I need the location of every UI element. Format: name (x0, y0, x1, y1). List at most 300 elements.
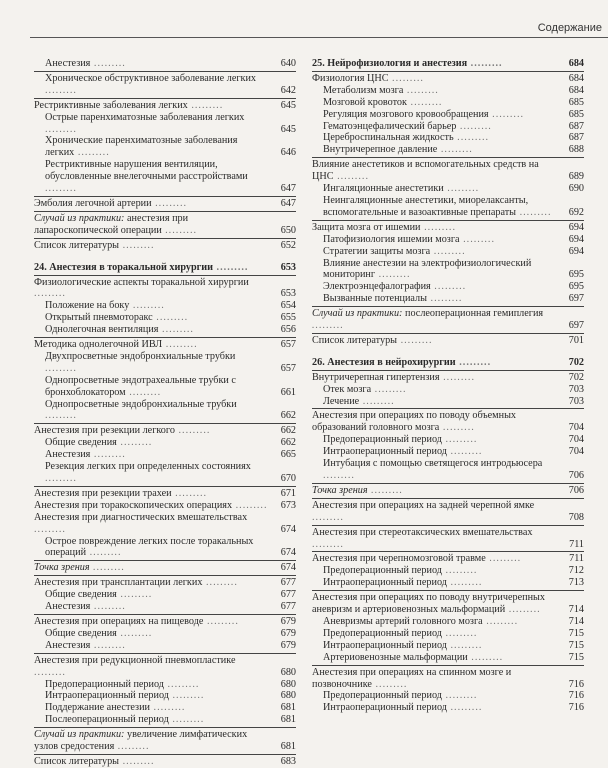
leader-dots: ......... (86, 547, 122, 559)
leader-dots: ......... (45, 183, 77, 195)
leader-dots: ......... (441, 434, 478, 446)
toc-entry-title: Анестезия при торакоскопических операциях ......... (34, 499, 268, 511)
toc-separator (34, 211, 296, 212)
toc-page-number: 689 (568, 171, 584, 183)
toc-entry[interactable] (312, 616, 584, 628)
toc-entry[interactable] (312, 565, 584, 577)
toc-page-number: 690 (568, 183, 584, 195)
toc-entry[interactable] (312, 159, 584, 183)
leader-dots: ......... (312, 538, 344, 550)
toc-entry-title: Список литературы ......... (312, 334, 433, 346)
toc-entry-title: Интраоперационный период ......... (323, 702, 483, 714)
toc-entry-title: Общие сведения ......... (45, 627, 153, 639)
toc-entry[interactable] (312, 258, 584, 282)
toc-page-number: 711 (569, 538, 584, 550)
leader-dots: ......... (129, 300, 165, 312)
toc-page-number: 695 (568, 269, 584, 281)
toc-entry[interactable] (34, 351, 296, 375)
leader-dots: ......... (114, 741, 150, 753)
toc-entry[interactable] (312, 293, 584, 305)
leader-dots: ......... (162, 339, 198, 351)
toc-entry[interactable] (312, 527, 584, 551)
leader-dots: ......... (446, 577, 483, 589)
toc-entry[interactable] (34, 312, 296, 324)
leader-dots: ......... (439, 371, 476, 383)
toc-entry[interactable] (34, 461, 296, 485)
toc-entry-title: Анестезия при операциях по поводу внутричерепных аневризм и артериовенозных мальформаций ......... (312, 592, 545, 616)
toc-entry-title: Физиологические аспекты торакальной хирургии ......... (34, 276, 249, 300)
leader-dots: ......... (430, 281, 467, 293)
toc-entry[interactable] (34, 213, 296, 237)
leader-dots: ......... (119, 755, 155, 767)
toc-page-number: 674 (280, 523, 296, 535)
leader-dots: ......... (34, 666, 66, 678)
toc-page-number: 677 (280, 589, 296, 601)
toc-page-number: 711 (569, 553, 584, 565)
leader-dots: ......... (116, 589, 153, 601)
toc-entry-title: Список литературы ......... (34, 755, 155, 767)
toc-page-number: 647 (280, 183, 296, 195)
toc-page-number: 657 (280, 362, 296, 374)
leader-dots: ......... (453, 132, 490, 144)
toc-page-number: 704 (568, 422, 584, 434)
toc-entry-title: Анестезия при редукционной пневмопластике ......... (34, 654, 236, 678)
toc-page-number: 697 (568, 293, 584, 305)
toc-entry-title: Метаболизм мозга ......... (323, 84, 439, 96)
toc-entry[interactable] (34, 135, 296, 159)
leader-dots: ......... (119, 239, 155, 251)
toc-entry[interactable] (34, 702, 296, 714)
toc-chapter-entry[interactable] (312, 357, 584, 369)
toc-entry[interactable] (312, 640, 584, 652)
leader-dots: ......... (312, 320, 344, 332)
leader-dots: ......... (437, 144, 473, 156)
toc-entry-title: Лечение ......... (323, 395, 395, 407)
toc-page-number: 671 (280, 487, 296, 499)
toc-entry[interactable] (34, 628, 296, 640)
leader-dots: ......... (426, 293, 463, 305)
toc-entry-title: Случай из практики: анестезия при лапароскопической операции ......... (34, 212, 198, 236)
toc-page-number: 712 (568, 565, 584, 577)
toc-entry[interactable] (34, 73, 296, 97)
toc-entry[interactable] (312, 109, 584, 121)
toc-separator (312, 220, 584, 221)
toc-separator (34, 575, 296, 576)
toc-entry-title: Поддержание анестезии ......... (45, 702, 186, 714)
toc-entry-title: Рестриктивные заболевания легких ......... (34, 99, 224, 111)
toc-page-number: 716 (568, 678, 584, 690)
toc-entry[interactable] (312, 396, 584, 408)
toc-entry[interactable] (34, 577, 296, 589)
toc-entry[interactable] (34, 536, 296, 560)
toc-entry[interactable] (312, 335, 584, 347)
toc-entry-title: Анестезия при резекции трахеи ......... (34, 487, 208, 499)
toc-entry[interactable] (312, 434, 584, 446)
toc-entry[interactable] (34, 589, 296, 601)
toc-entry[interactable] (312, 246, 584, 258)
toc-entry-title: Стратегии защиты мозга ......... (323, 245, 466, 257)
leader-dots: ......... (74, 147, 110, 159)
toc-spacer (34, 252, 296, 262)
leader-dots: ......... (232, 499, 268, 511)
toc-entry-title: Точка зрения ......... (34, 562, 126, 574)
leader-dots: ......... (333, 171, 369, 183)
toc-entry[interactable] (34, 601, 296, 613)
toc-entry-title: Гематоэнцефалический барьер ......... (323, 120, 492, 132)
toc-entry-title: Влияние анестезии на электрофизиологический мониторинг ......... (323, 257, 532, 281)
toc-entry[interactable] (34, 562, 296, 574)
toc-entry[interactable] (34, 58, 296, 70)
toc-entry[interactable] (312, 308, 584, 332)
toc-entry-title: Острые паренхиматозные заболевания легких ......... (45, 111, 245, 135)
toc-separator (34, 337, 296, 338)
toc-entry[interactable] (34, 449, 296, 461)
toc-page-number: 657 (280, 339, 296, 351)
leader-dots: ......... (467, 651, 504, 663)
toc-entry-title: Аневризмы артерий головного мозга ......... (323, 615, 519, 627)
toc-entry-title: Рестриктивные нарушения вентиляции, обусловленные внелегочными расстройствами ......... (45, 159, 248, 195)
toc-page-number: 680 (280, 666, 296, 678)
toc-page-number: 652 (280, 239, 296, 251)
toc-separator (312, 483, 584, 484)
leader-dots: ......... (443, 183, 480, 195)
toc-entry-title: Двухпросветные эндобронхиальные трубки ......... (45, 350, 236, 374)
leader-dots: ......... (152, 312, 189, 324)
leader-dots: ......... (161, 224, 198, 236)
leader-dots: ......... (125, 386, 162, 398)
toc-entry-title: Влияние анестетиков и вспомогательных средств на ЦНС ......... (312, 159, 539, 183)
toc-page-number: 684 (568, 84, 584, 96)
toc-entry[interactable] (312, 500, 584, 524)
toc-entry-title: Цереброспинальная жидкость ......... (323, 132, 490, 144)
toc-entry[interactable] (312, 446, 584, 458)
toc-entry[interactable] (312, 144, 584, 156)
toc-entry[interactable] (312, 132, 584, 144)
toc-page-number: 685 (568, 108, 584, 120)
toc-entry-title: Патофизиология ишемии мозга ......... (323, 233, 496, 245)
leader-dots: ......... (403, 84, 439, 96)
toc-entry[interactable] (312, 577, 584, 589)
toc-page-number: 679 (280, 639, 296, 651)
leader-dots: ......... (90, 58, 126, 69)
leader-dots: ......... (441, 690, 478, 702)
leader-dots: ......... (90, 601, 126, 613)
toc-entry-title: Анестезия при трансплантации легких ......... (34, 577, 238, 589)
toc-separator (312, 71, 584, 72)
toc-page-number: 692 (568, 206, 584, 218)
toc-entry-title: Анестезия при стереотаксических вмешательствах ......... (312, 526, 533, 550)
leader-dots: ......... (90, 639, 126, 651)
toc-page-number: 680 (280, 678, 296, 690)
toc-separator (312, 525, 584, 526)
toc-entry-title: Анестезия при операциях на задней черепной ямке ......... (312, 499, 535, 523)
toc-entry[interactable] (312, 183, 584, 195)
toc-chapter-entry[interactable] (34, 262, 296, 274)
toc-entry[interactable] (312, 410, 584, 434)
toc-entry[interactable] (312, 281, 584, 293)
toc-entry-title: Резекция легких при определенных состояниях ......... (45, 461, 251, 484)
toc-entry[interactable] (34, 399, 296, 423)
running-head-title: Содержание (537, 22, 602, 34)
toc-entry[interactable] (312, 485, 584, 497)
toc-page-number: 716 (568, 690, 584, 702)
leader-dots: ......... (430, 245, 466, 257)
toc-entry[interactable] (312, 702, 584, 714)
toc-chapter-entry[interactable] (312, 58, 584, 70)
toc-page-number: 681 (280, 741, 296, 753)
toc-page-number: 673 (280, 499, 296, 511)
toc-entry-title: Вызванные потенциалы ......... (323, 293, 463, 305)
toc-entry-title: Интраоперационный период ......... (323, 577, 483, 589)
toc-entry[interactable] (312, 458, 584, 482)
toc-entry-title: Хронические паренхиматозные заболевания легких ......... (45, 135, 238, 159)
leader-dots: ......... (323, 470, 355, 481)
page-header (0, 0, 608, 40)
leader-dots: ......... (151, 197, 188, 209)
leader-dots: ......... (158, 324, 194, 336)
toc-separator (34, 560, 296, 561)
leader-dots: ......... (89, 562, 126, 574)
toc-page-number: 677 (280, 577, 296, 589)
toc-entry-title: Анестезия при резекции легкого ......... (34, 425, 211, 437)
toc-entry-title: Общие сведения ......... (45, 437, 153, 449)
toc-entry[interactable] (34, 198, 296, 210)
toc-page-number: 703 (568, 395, 584, 407)
toc-entry[interactable] (312, 85, 584, 97)
leader-dots: ......... (359, 395, 395, 407)
toc-entry-title: Случай из практики: послеоперационная гемиплегия ......... (312, 308, 544, 332)
leader-dots: ......... (446, 446, 483, 458)
toc-page-number: 653 (280, 261, 296, 273)
leader-dots: ......... (488, 108, 525, 120)
leader-dots: ......... (149, 702, 186, 714)
toc-entry[interactable] (34, 324, 296, 336)
toc-separator (34, 275, 296, 276)
toc-right-column (312, 58, 584, 714)
toc-page-number: 642 (280, 84, 296, 96)
toc-entry[interactable] (34, 500, 296, 512)
toc-entry-title: Анестезия ......... (45, 601, 126, 613)
toc-entry-title: Ингаляционные анестетики ......... (323, 183, 480, 195)
toc-entry-title: Интраоперационный период ......... (323, 639, 483, 651)
leader-dots: ......... (467, 58, 503, 69)
toc-page-number: 679 (280, 627, 296, 639)
toc-entry-title: Электроэнцефалография ......... (323, 281, 467, 293)
toc-entry[interactable] (34, 339, 296, 351)
toc-entry-title: Интраоперационный период ......... (45, 690, 205, 702)
toc-entry-title: Защита мозга от ишемии ......... (312, 221, 456, 233)
toc-entry[interactable] (312, 652, 584, 664)
toc-entry[interactable] (312, 592, 584, 616)
toc-page-number: 702 (568, 371, 584, 383)
leader-dots: ......... (397, 334, 433, 346)
toc-entry-title: Предоперационный период ......... (323, 627, 478, 639)
toc-page-number: 704 (568, 434, 584, 446)
toc-separator (312, 590, 584, 591)
toc-page-number: 681 (280, 714, 296, 726)
toc-entry-title: Предоперационный период ......... (45, 678, 200, 690)
toc-entry-title: Анестезия при черепномозговой травме ......... (312, 553, 522, 565)
toc-entry[interactable] (34, 240, 296, 252)
toc-page-number: 684 (568, 72, 584, 84)
toc-entry[interactable] (312, 222, 584, 234)
toc-entry[interactable] (34, 277, 296, 301)
toc-entry[interactable] (34, 425, 296, 437)
toc-entry-title: Предоперационный период ......... (323, 690, 478, 702)
toc-page-number: 662 (280, 437, 296, 449)
toc-entry[interactable] (34, 300, 296, 312)
toc-entry-title: Хроническое обструктивное заболевание легких ......... (45, 72, 257, 96)
toc-separator (34, 98, 296, 99)
leader-dots: ......... (456, 120, 492, 132)
toc-page-number: 715 (568, 639, 584, 651)
toc-separator (34, 71, 296, 72)
leader-dots: ......... (116, 437, 153, 449)
toc-page-number: 704 (568, 446, 584, 458)
leader-dots: ......... (439, 422, 475, 434)
toc-page-number: 716 (568, 702, 584, 714)
toc-page-number: 695 (568, 281, 584, 293)
toc-page-number: 703 (568, 383, 584, 395)
leader-dots: ......... (45, 473, 77, 484)
toc-separator (34, 423, 296, 424)
toc-entry-title: Общие сведения ......... (45, 589, 153, 601)
toc-entry-title: Анестезия ......... (45, 449, 126, 461)
toc-entry-title: Анестезия при операциях по поводу объемных образований головного мозга ......... (312, 410, 517, 434)
toc-entry[interactable] (34, 655, 296, 679)
toc-page-number: 674 (280, 547, 296, 559)
toc-entry[interactable] (34, 616, 296, 628)
toc-entry-title: Предоперационный период ......... (323, 434, 478, 446)
toc-entry-title: Анестезия ......... (45, 58, 126, 69)
toc-entry[interactable] (34, 714, 296, 726)
toc-entry[interactable] (312, 372, 584, 384)
leader-dots: ......... (34, 288, 66, 300)
leader-dots: ......... (163, 678, 200, 690)
toc-entry[interactable] (312, 628, 584, 640)
toc-entry[interactable] (34, 756, 296, 768)
toc-page-number: 714 (568, 615, 584, 627)
toc-entry[interactable] (312, 553, 584, 565)
leader-dots: ......... (168, 714, 205, 726)
toc-page-number: 683 (280, 755, 296, 767)
toc-page-number: 713 (568, 577, 584, 589)
toc-page-number: 662 (280, 425, 296, 437)
toc-page-number: 656 (280, 324, 296, 336)
toc-entry[interactable] (312, 73, 584, 85)
toc-entry-title: Неингаляционные анестетики, миорелаксанты, вспомогательные и вазоактивные препараты ......... (323, 194, 552, 218)
toc-page-number: 708 (568, 511, 584, 523)
toc-separator (312, 498, 584, 499)
toc-page-number: 680 (280, 690, 296, 702)
toc-separator (34, 614, 296, 615)
toc-separator (34, 238, 296, 239)
leader-dots: ......... (446, 639, 483, 651)
toc-page-number: 646 (280, 147, 296, 159)
leader-dots: ......... (459, 233, 496, 245)
leader-dots: ......... (441, 627, 478, 639)
toc-page-number: 687 (568, 132, 584, 144)
toc-entry[interactable] (34, 437, 296, 449)
toc-entry[interactable] (312, 234, 584, 246)
toc-separator (312, 333, 584, 334)
leader-dots: ......... (406, 96, 443, 108)
toc-entry[interactable] (34, 100, 296, 112)
leader-dots: ......... (455, 356, 492, 368)
leader-dots: ......... (420, 221, 456, 233)
toc-entry-title: Анестезия при диагностических вмешательствах ......... (34, 511, 248, 535)
toc-separator (34, 727, 296, 728)
toc-entry[interactable] (34, 729, 296, 753)
toc-entry-title: Отек мозга ......... (323, 383, 407, 395)
toc-entry[interactable] (34, 375, 296, 399)
toc-entry-title: Регуляция мозгового кровообращения ......... (323, 108, 525, 120)
toc-entry[interactable] (312, 195, 584, 219)
toc-entry[interactable] (312, 121, 584, 133)
toc-page-number: 665 (280, 449, 296, 461)
leader-dots: ......... (367, 484, 404, 496)
toc-page-number: 653 (280, 288, 296, 300)
toc-entry[interactable] (34, 488, 296, 500)
toc-separator (312, 306, 584, 307)
toc-page-number: 650 (280, 224, 296, 236)
leader-dots: ......... (45, 410, 77, 422)
toc-entry[interactable] (312, 690, 584, 702)
toc-page-number: 706 (568, 470, 584, 481)
toc-page-number: 670 (280, 473, 296, 484)
toc-entry[interactable] (312, 97, 584, 109)
toc-page-number: 681 (280, 702, 296, 714)
toc-page-number: 715 (568, 651, 584, 663)
toc-entry-title: 25. Нейрофизиология и анестезия ......... (312, 58, 503, 69)
toc-page-number: 645 (280, 123, 296, 135)
toc-entry-title: Положение на боку ......... (45, 300, 165, 312)
toc-separator (312, 370, 584, 371)
toc-entry-title: Физиология ЦНС ......... (312, 72, 424, 84)
toc-page-number: 701 (568, 334, 584, 346)
leader-dots: ......... (45, 362, 77, 374)
toc-entry-title: Анестезия при операциях на пищеводе ......... (34, 615, 239, 627)
leader-dots: ......... (312, 511, 344, 523)
toc-entry-title: Анестезия ......... (45, 639, 126, 651)
leader-dots: ......... (168, 690, 205, 702)
toc-page-number: 694 (568, 245, 584, 257)
toc-entry[interactable] (34, 159, 296, 195)
toc-entry[interactable] (312, 384, 584, 396)
toc-entry-title: 24. Анестезия в торакальной хирургии ......... (34, 261, 249, 273)
leader-dots: ......... (174, 425, 211, 437)
toc-entry[interactable] (34, 112, 296, 136)
toc-page-number: 688 (568, 144, 584, 156)
toc-page-number: 662 (280, 410, 296, 422)
toc-entry[interactable] (34, 679, 296, 691)
toc-entry-title: Однопросветные эндобронхиальные трубки ......... (45, 398, 237, 422)
toc-entry-title: Однолегочная вентиляция ......... (45, 324, 194, 336)
toc-entry-title: Внутричерепная гипертензия ......... (312, 371, 476, 383)
toc-entry-title: Открытый пневмоторакс ......... (45, 312, 189, 324)
toc-entry[interactable] (34, 640, 296, 652)
toc-separator (34, 754, 296, 755)
toc-entry[interactable] (312, 667, 584, 691)
leader-dots: ......... (375, 269, 411, 281)
toc-page-number: 640 (280, 58, 296, 69)
toc-entry-title: Мозговой кровоток ......... (323, 96, 443, 108)
toc-entry[interactable] (34, 512, 296, 536)
toc-entry-title: Острое повреждение легких после торакальных операций ......... (45, 535, 254, 559)
toc-page-number: 694 (568, 221, 584, 233)
toc-page-number: 647 (280, 197, 296, 209)
toc-entry[interactable] (34, 690, 296, 702)
